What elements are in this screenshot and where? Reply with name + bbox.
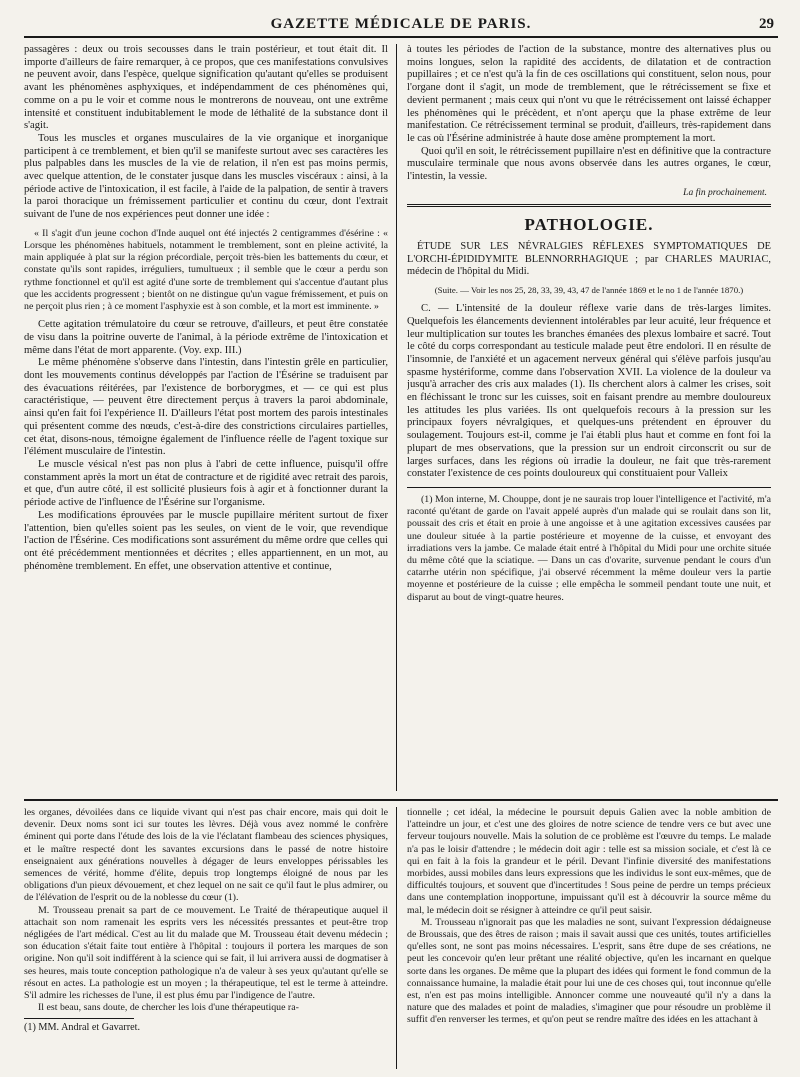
lower-section — [24, 807, 778, 1069]
paragraph: C. — L'intensité de la douleur réflexe varie dans de très-larges limites. Quelquefois les élancements deviennent intolérables par leur acuité, leur fréquence et leur multiplication sur toutes les branches émanées des plexus lombaire et sacré. Tout le côté du corps correspondant au testicule malade peut être endolori. Il en résulte de l'insomnie, de l'anxiété et un agacement nerveux général qui s'élève parfois jusqu'au spasme hystériforme, comme dans l'observation XVII. La violence de la douleur va jusqu'à arracher des cris aux malades (1). Ils cherchent alors à calmer les crises, soit en fléchissant le tronc sur les cuisses, soit en faisant prendre au membre douloureux les attitudes les plus variées. Ils ont quelquefois recours à la pression sur les principaux foyers névralgiques, et quelques-uns prétendent en éprouver du soulagement. Toujours est-il, comme je l'ai établi plus haut et comme en font foi la plupart de mes observations, que la pression sur un endroit circonscrit ou sur de larges surfaces, dans les régions où irradie la douleur, ne fait que très-rarement constater l'existence de ces points douloureux qui constituaient pour Valleix — [407, 303, 771, 480]
paragraph: Quoi qu'il en soit, le rétrécissement pupillaire n'est en définitive que la contracture musculaire terminale que nous avons observée dans les autres organes, le cœur, l'intestin, la vessie. — [407, 145, 771, 183]
lower-left-column — [24, 807, 397, 1069]
right-column — [407, 44, 771, 791]
journal-title: GAZETTE MÉDICALE DE PARIS. — [270, 16, 532, 32]
paragraph: passagères : deux ou trois secousses dans le train postérieur, et tout était dit. Il importe d'ailleurs de faire remarquer, à ce propos, que ces manifestations convulsives ne peuvent avoir, dans l'espèce, quelque signification qu'autant qu'elles se produisent avant les phénomènes asphyxiques, et indépendamment de ces phénomènes qui, comme on a pu le voir et comme nous le montrerons de nouveau, ont une extrême intensité et constituent indubitablement le mode de léthalité de la substance dont il s'agit. — [24, 44, 388, 132]
lower-divider — [24, 799, 778, 801]
footnote: (1) MM. Andral et Gavarret. — [24, 1018, 134, 1033]
paragraph: Cette agitation trémulatoire du cœur se retrouve, d'ailleurs, et peut être constatée de visu dans la poitrine ouverte de l'animal, à la période extrême de l'intoxication et même dans l'état de mort apparente. (Voy. exp. III.) — [24, 319, 388, 356]
suite-reference: (Suite. — Voir les nos 25, 28, 33, 39, 43, 47 de l'année 1869 et le no 1 de l'année 1870.) — [434, 285, 744, 296]
paragraph: les organes, dévoilées dans ce liquide vivant qui n'est pas chair encore, mais qui doit le devenir. Deux noms sont ici sur toutes les lèvres. Déjà vous avez nommé le confrère éminent qui porte dans l'étude des lois de la vie l'éclatant flambeau des sciences physiques, et le maître respecté dont les savantes excursions dans le passé de notre histoire enseignaient aux générations nouvelles à dégager de leurs enveloppes périssables les semences de vérité, homme d'élite, depuis trop longtemps éloigné de nous par les obligations d'un pieux dévouement, et chez lequel on ne sait ce qu'il faut le plus admirer, ou de l'élévation de l'esprit ou de la noblesse du cœur (1). — [24, 807, 388, 904]
paragraph: M. Trousseau prenait sa part de ce mouvement. Le Traité de thérapeutique auquel il attachait son nom ramenait les esprits vers les nécessités pressantes et peut-être trop négligées de l'art médical. C'est au lit du malade que M. Trousseau était devenu médecin ; son éducation s'était faite tout entière à l'hôpital : toujours il portera les marques de son origine. Non qu'il soit indifférent à la science qui se fait, il lui arrivera aussi de dogmatiser à ses heures, mais toute conception pathologique n'a de valeur à ses yeux qu'autant qu'elle se résout en actes. La pathologie est un moyen ; la thérapeutique, tel est le terme à atteindre. S'il admire les richesses de l'une, il est plus ému par l'indigence de l'autre. — [24, 904, 388, 1002]
paragraph: Le muscle vésical n'est pas non plus à l'abri de cette influence, puisqu'il offre constamment après la mort un état de contracture et de rigidité avec retrait des parois, et que, d'un autre côté, il est sollicité plusieurs fois à agir et à fonctionner durant la période active de l'influence de l'Ésérine sur l'organisme. — [24, 459, 388, 509]
section-divider — [407, 204, 771, 207]
continuation-note: La fin prochainement. — [683, 187, 767, 198]
paragraph: Il est beau, sans doute, de chercher les lois d'une thérapeutique ra- — [38, 1002, 299, 1014]
left-column — [24, 44, 397, 791]
paragraph: tionnelle ; cet idéal, la médecine le poursuit depuis Galien avec la noble ambition de l'atteindre un jour, et c'est une des gloires de notre science de tendre vers ce but avec une ferveur toujours nouvelle. Mais la solution de ce problème est l'œuvre du temps. Le malade n'a pas le loisir d'attendre ; le médecin doit agir : telle est sa mission sociale, et c'est là ce qui en fait à la fois la grandeur et le péril. Devant l'infinie diversité des manifestations morbides, aussi mobiles dans leurs expressions que les individus le sont eux-mêmes, que de difficultés toujours, et souvent que d'incertitudes ! Sous peine de perdre un temps précieux dans une contemplation inopportune, impuissant qu'il est à découvrir la source même du mal, le médecin doit se résigner à atteindre ce qu'il peut saisir. — [407, 807, 771, 916]
upper-section — [24, 44, 778, 791]
footnote-divider — [407, 487, 771, 488]
paragraph: M. Trousseau n'ignorait pas que les maladies ne sont, suivant l'expression dédaigneuse de Broussais, que des êtres de raison ; mais il savait aussi que ces unités, toutes artificielles qu'elles sont, ne sont pas moins nécessaires. L'esprit, sans être dupe de ses créations, ne peut les concevoir qu'en leur prêtant une réalité objective, qu'en les incarnant en quelque sorte dans les organes. De même que la plupart des idées qui forment le fond commun de la connaissance humaine, la maladie était pour lui une de ces choses qui, tout inconnue qu'elle est, n'en est pas moins intelligible. Annoncer comme une nouveauté qu'il n'y a dans la nature que des malades et point de maladies, s'imaginer que pour résoudre un problème il suffit d'en renverser les termes, et qu'on peut se rendre maître des idées en les attachant à — [407, 916, 771, 1026]
paragraph: Le même phénomène s'observe dans l'intestin, dans l'intestin grêle en particulier, dont les mouvements continus développés par l'action de l'Ésérine se traduisent par des évacuations réitérées, par l'existence de borborygmes, et — ce qui est plus caractéristique, — peuvent être directement perçus à travers la paroi abdominale, ainsi qu'en fait foi l'expérience II. D'ailleurs l'état post mortem des parois intestinales qui présentent comme des nœuds, c'est-à-dire des constrictions circulaires partielles, cet état, disons-nous, témoigne également de l'influence réelle de l'agent toxique sur l'élément musculaire de l'intestin. — [24, 357, 388, 458]
article-heading: ÉTUDE SUR LES NÉVRALGIES RÉFLEXES SYMPTOMATIQUES DE L'ORCHI-ÉPIDIDYMITE BLENNORRHAGIQUE ; par CHARLES MAURIAC, médecin de l'hôpital du Midi. — [407, 240, 771, 278]
footnote: (1) Mon interne, M. Chouppe, dont je ne saurais trop louer l'intelligence et l'activité, m'a raconté qu'étant de garde on l'avait appelé auprès d'un malade qui se roulait dans son lit, poussait des cris et était en proie à une angoisse et à une agitation excessives causées par une douleur située à la partie postérieure et moyenne de la cuisse, et envoyant des irradiations vers la jambe. Ce malade était entré à l'hôpital du Midi pour une orchite située du même côté que la sciatique. — Dans un cas d'ovarite, survenue pendant le cours d'un catarrhe utérin non spécifique, j'ai observé récemment la même douleur vers la partie moyenne et postérieure de la cuisse ; elle empêcha le sommeil pendant toute une nuit, et disparut au bout de vingt-quatre heures. — [407, 493, 771, 603]
lower-right-column — [407, 807, 771, 1069]
page-number: 29 — [759, 16, 774, 32]
section-title: PATHOLOGIE. — [524, 214, 654, 234]
paragraph: à toutes les périodes de l'action de la substance, montre des alternatives plus ou moins longues, selon la rapidité des accidents, de dilatation et de contraction pupillaires ; et ce n'est qu'à la fin de ces oscillations qui constituent, selon nous, pour l'organe dont il s'agit, un mode de tremblement, que le rétrécissement se fixe et devient permanent ; mais ceux qui n'ont vu que le rétrécissement ont laissé échapper les phénomènes qui le précèdent, et n'ont aperçu que la phase extrême de leur manifestation. Ce rétrécissement terminal se produit, d'ailleurs, très-rapidement dans le cas où l'Ésérine administrée à haute dose amène promptement la mort. — [407, 44, 771, 144]
experiment-quote: « Il s'agit d'un jeune cochon d'Inde auquel ont été injectés 2 centigrammes d'ésérine : « Lorsque les phénomènes habituels, notamment le tremblement, sont en pleine activité, la main appliquée à plat sur la région précordiale, perçoit très-bien les battements du cœur, et constate qu'ils sont rapides, irréguliers, tumultueux ; il semble que le cœur a perdu son rythme fonctionnel et qu'il est agité d'une sorte de tremblement qui s'accentue d'autant plus que les accidents progressent ; bientôt on ne distingue qu'un vague frémissement, et puis on ne perçoit plus rien ; à ce moment l'asphyxie est à son comble, et la mort est imminente. » — [24, 227, 388, 313]
paragraph: Les modifications éprouvées par le muscle pupillaire méritent surtout de fixer l'attention, bien qu'elles soient pas les seules, on vient de le voir, que revendique l'action de l'Ésérine. Ces modifications sont assurément du même ordre que celles qui ont été précédemment mentionnées et décrites ; elles appartiennent, en un mot, au phénomène tremblement. En effet, une observation attentive et continue, — [24, 509, 388, 572]
paragraph: Tous les muscles et organes musculaires de la vie organique et inorganique participent à ce tremblement, et bien qu'il se manifeste surtout avec ses caractères les plus palpables dans les muscles de la vie de relation, il n'en est pas moins permis, avec quelque attention, de le constater jusque dans les muscles viscéraux : ainsi, à la période active de l'intoxication, il est facile, à l'aide de la palpation, de sentir à travers la paroi thoracique un frémissement particulier et continu du cœur, dont l'extrait suivant de l'une de nos expériences peut donner une idée : — [24, 132, 388, 221]
page-header — [24, 4, 778, 38]
